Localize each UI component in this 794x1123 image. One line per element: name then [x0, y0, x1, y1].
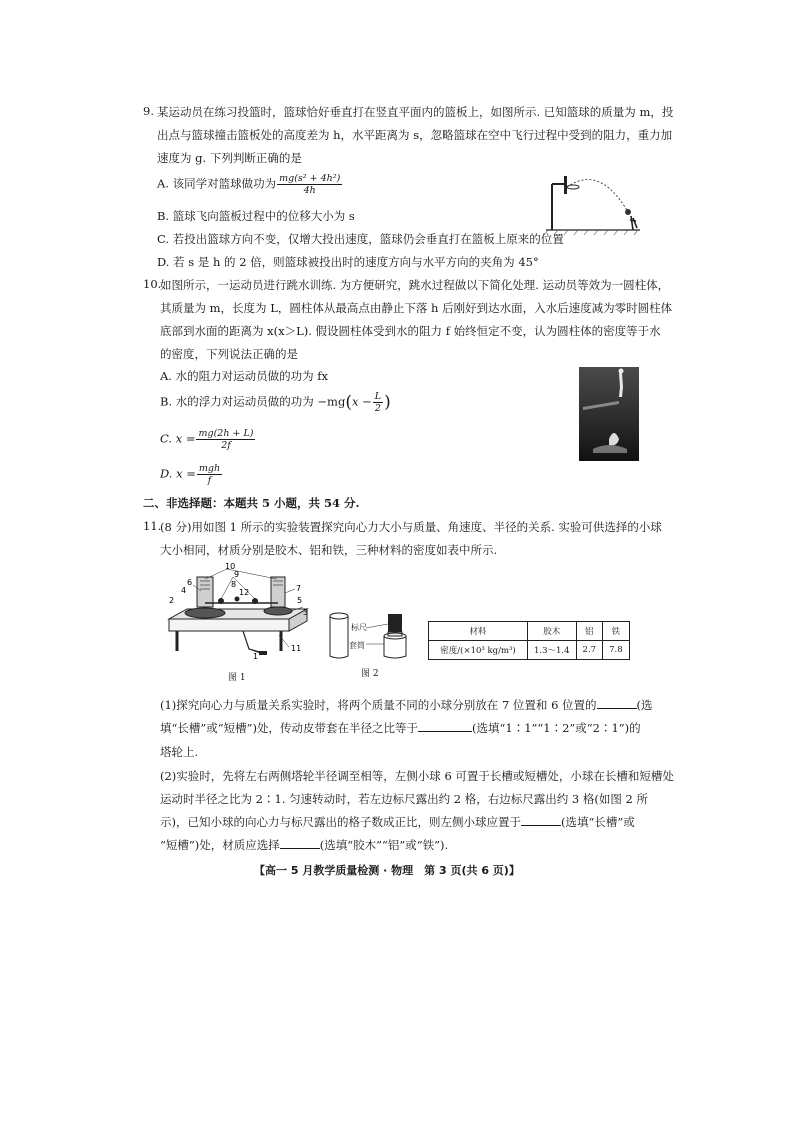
q9-option-b: B. 篮球飞向篮板过程中的位移大小为 s [157, 209, 355, 223]
q10-option-d [160, 463, 223, 486]
fig2-label-sleeve: 套筒 [349, 641, 365, 650]
table-row [429, 622, 630, 641]
q11-sub2-line1: (2)实验时，先将左右两侧塔轮半径调至相等，左侧小球 6 可置于长槽或短槽处，小球在长槽和短槽处 [160, 769, 674, 783]
fig1-label-2: 2 [169, 596, 175, 605]
fig1-label-9: 9 [234, 570, 240, 579]
q11-sub1-line3: 塔轮上. [160, 745, 199, 759]
q11-sub1-line2 [160, 720, 641, 736]
q11-number: 11. [143, 519, 162, 533]
density-table [428, 621, 630, 660]
fig1-label-3: 3 [303, 608, 309, 617]
fig2-label-ruler: 标尺 [351, 623, 367, 632]
q10-option-c-denominator: 2f [221, 440, 231, 451]
q9-stem-line1: 某运动员在练习投篮时，篮球恰好垂直打在竖直平面内的篮板上，如图所示. 已知篮球的质量为 m，投 [157, 105, 674, 119]
table-row [429, 641, 630, 660]
q10-option-d-fraction [197, 463, 222, 486]
q10-option-c-numerator: mg(2h + L) [198, 428, 254, 439]
section-heading: 二、非选择题：本题共 5 小题，共 54 分. [143, 496, 360, 510]
fig1-label-8: 8 [231, 580, 237, 589]
q11-sub1-line1-text: (1)探究向心力与质量关系实验时，将两个质量不同的小球分别放在 7 位置和 6 位置的 [160, 698, 597, 712]
q10-stem-line2: 其质量为 m，长度为 L，圆柱体从最高点由静止下落 h 后刚好到达水面，入水后速度减为零时圆柱体 [160, 301, 673, 315]
fig1-label-11: 11 [291, 644, 302, 653]
answer-blank-2[interactable] [418, 730, 472, 732]
table-cell: 7.8 [603, 641, 630, 660]
table-cell: 1.3～1.4 [528, 641, 577, 660]
q9-option-a-denominator: 4h [303, 185, 316, 196]
q11-sub1-line2-text: 填“长槽”或“短槽”)处，传动皮带套在半径之比等于 [160, 721, 419, 735]
table-header: 胶木 [528, 622, 577, 641]
q11-sub1-line1 [160, 697, 653, 713]
q11-stem-line2: 大小相同，材质分别是胶木、铝和铁，三种材料的密度如表中所示. [160, 543, 498, 557]
q11-sub2-line2: 运动时半径之比为 2∶1. 匀速转动时，若左边标尺露出约 2 格，右边标尺露出约 3 格(如图 2 所 [160, 792, 648, 806]
q10-option-b-x: x − [351, 394, 372, 409]
table-header: 铝 [576, 622, 603, 641]
q11-sub2-line4 [160, 837, 448, 853]
q10-option-b: B. 水的浮力对运动员做的功为 −mg(x − $\frac{L}{2}$ ) [160, 391, 391, 414]
fig1-label-1: 1 [253, 652, 259, 661]
answer-blank-1[interactable] [597, 707, 637, 709]
q11-sub2-line3-tail: (选填“长槽”或 [560, 815, 635, 829]
figure2-caption: 图 2 [361, 669, 379, 679]
q9-option-a [157, 173, 343, 196]
q11-sub1-line2-tail: (选填“1∶1”“1∶2”或“2∶1”)的 [472, 721, 641, 735]
table-header: 铁 [603, 622, 630, 641]
q11-sub2-line4-tail: (选填“胶木”“铝”或“铁”). [319, 838, 449, 852]
q10-option-a: A. 水的阻力对运动员做的功为 fx [160, 369, 329, 383]
fig1-label-5: 5 [297, 596, 303, 605]
diver-photo [579, 367, 639, 461]
q9-option-c: C. 若投出篮球方向不变，仅增大投出速度，篮球仍会垂直打在篮板上原来的位置 [157, 232, 564, 246]
q9-option-d: D. 若 s 是 h 的 2 倍，则篮球被投出时的速度方向与水平方向的夹角为 45° [157, 255, 539, 269]
fig1-label-10: 10 [225, 563, 236, 571]
q10-option-c [160, 428, 256, 451]
figure1-caption: 图 1 [228, 673, 246, 683]
q10-option-d-numerator: mgh [198, 463, 221, 474]
q9-option-a-fraction [277, 173, 342, 196]
q9-option-a-text: A. 该同学对篮球做功为 [157, 176, 277, 191]
q9-stem-line2: 出点与篮球撞击篮板处的高度差为 h，水平距离为 s，忽略篮球在空中飞行过程中受到的阻力，重力加 [157, 128, 673, 142]
fig1-label-12: 12 [239, 588, 250, 597]
q11-stem-line1: (8 分)用如图 1 所示的实验装置探究向心力大小与质量、角速度、半径的关系. 实验可供选择的小球 [160, 520, 662, 534]
q10-option-d-text: D. x = [160, 466, 196, 481]
q10-option-b-numerator: L [374, 391, 382, 402]
q11-sub2-line3-text: 示)，已知小球的向心力与标尺露出的格子数成正比，则左侧小球应置于 [160, 815, 521, 829]
q10-stem-line3: 底部到水面的距离为 x(x＞L). 假设圆柱体受到水的阻力 f 始终恒定不变，认为圆柱体的密度等于水 [160, 324, 661, 338]
q10-option-c-fraction [196, 428, 255, 451]
centripetal-apparatus-figure [163, 563, 323, 675]
q10-option-b-fraction [373, 391, 383, 414]
q10-option-d-denominator: f [207, 475, 212, 486]
answer-blank-4[interactable] [280, 847, 320, 849]
table-header: 材料 [429, 622, 528, 641]
q9-option-a-numerator: mg(s² + 4h²) [279, 173, 341, 184]
q10-option-b-text: B. 水的浮力对运动员做的功为 −mg [160, 394, 346, 409]
q10-stem-line1: 如图所示，一运动员进行跳水训练. 为方便研究，跳水过程做以下简化处理. 运动员等效为一圆柱体， [160, 278, 670, 292]
basketball-figure [540, 170, 645, 236]
answer-blank-3[interactable] [521, 824, 561, 826]
q11-sub2-line3 [160, 814, 635, 830]
q10-option-c-text: C. x = [160, 431, 196, 446]
fig1-label-6: 6 [187, 578, 193, 587]
q11-sub2-line4-text: “短槽”)处，材质应选择 [160, 838, 280, 852]
fig1-label-7: 7 [296, 584, 302, 593]
fig1-label-4: 4 [181, 586, 187, 595]
page-footer: 【高一 5 月教学质量检测 · 物理 第 3 页(共 6 页)】 [254, 864, 520, 877]
q10-option-b-denominator: 2 [374, 403, 381, 414]
q11-sub1-line1-tail: (选 [636, 698, 653, 712]
q9-number: 9. [143, 104, 154, 118]
q10-number: 10. [143, 277, 162, 291]
q10-stem-line4: 的密度，下列说法正确的是 [160, 347, 298, 361]
q9-stem-line3: 速度为 g. 下列判断正确的是 [157, 151, 302, 165]
ruler-sleeve-figure [326, 610, 411, 662]
table-cell: 2.7 [576, 641, 603, 660]
table-cell: 密度/(×10³ kg/m³) [429, 641, 528, 660]
